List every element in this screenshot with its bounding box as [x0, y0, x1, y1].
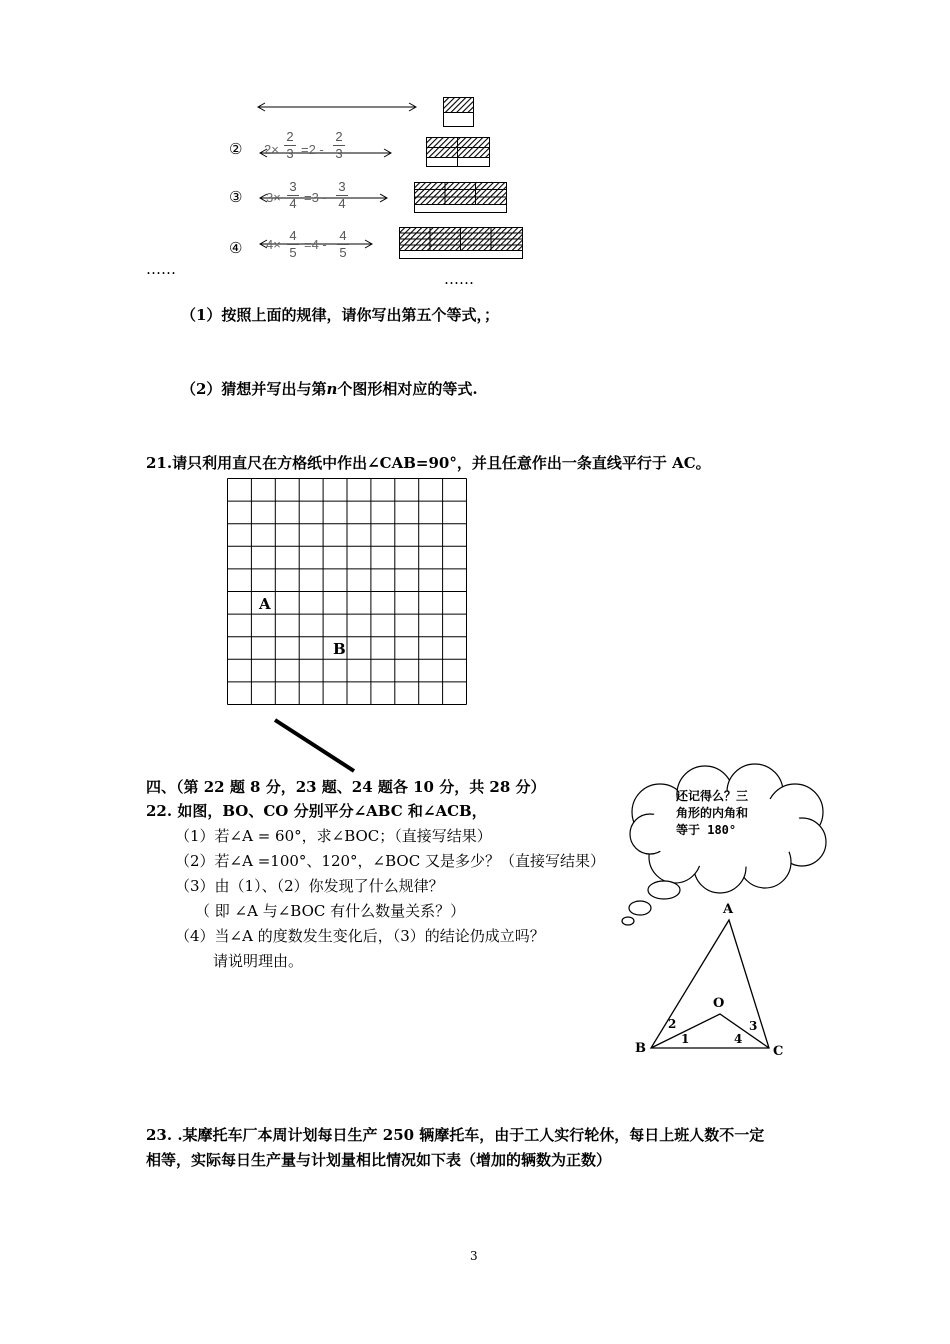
fraction-2b: 2 3 — [333, 130, 345, 161]
arrow-row-2 — [258, 146, 398, 160]
angle-4: 4 — [734, 1032, 743, 1046]
shaded-grid-3 — [414, 182, 508, 214]
q22-part4-note: 请说明理由。 — [213, 952, 304, 970]
fraction-4b: 4 5 — [337, 229, 349, 260]
row-marker-4: ④ — [229, 239, 243, 257]
vertex-o: O — [713, 996, 725, 1011]
angle-1: 1 — [681, 1032, 690, 1046]
page-number: 3 — [470, 1249, 478, 1263]
grid-label-a: A — [259, 595, 271, 613]
q22-part1: （1）若∠A = 60°，求∠BOC；（直接写结果） — [175, 827, 492, 845]
eq-rhs-4: =4 - — [304, 237, 327, 252]
eq-rhs-2: =2 - — [301, 142, 324, 157]
q22-title: 22. 如图，BO、CO 分别平分∠ABC 和∠ACB， — [146, 802, 487, 820]
q23-line2: 相等，实际每日生产量与计划量相比情况如下表（增加的辆数为正数） — [146, 1151, 612, 1169]
ruler-line — [270, 715, 365, 777]
row-marker-3: ③ — [229, 188, 243, 206]
square-grid[interactable] — [227, 478, 469, 708]
angle-2: 2 — [668, 1017, 677, 1031]
arrow-row-1 — [255, 100, 425, 114]
q21-text: 21.请只利用直尺在方格纸中作出∠CAB=90°，并且任意作出一条直线平行于 AC。 — [146, 454, 711, 472]
ellipsis-right: …… — [444, 270, 474, 288]
triangle-figure — [645, 910, 775, 1055]
vertex-c: C — [773, 1044, 784, 1059]
section4-header: 四、（第 22 题 8 分，23 题、24 题各 10 分，共 28 分） — [146, 778, 546, 796]
vertex-a: A — [723, 902, 734, 917]
shaded-grid-4 — [399, 227, 525, 261]
fraction-3b: 3 4 — [336, 180, 348, 211]
shaded-grid-2 — [426, 137, 492, 169]
vertex-b: B — [635, 1041, 646, 1056]
eq-factor-3: 3× — [266, 190, 281, 205]
eq-rhs-3: =3 - — [304, 190, 327, 205]
q22-part3-note: （ 即 ∠A 与∠BOC 有什么数量关系？） — [195, 902, 466, 920]
q22-part3: （3）由（1）、（2）你发现了什么规律？ — [175, 877, 444, 895]
fraction-4a: 4 5 — [287, 229, 299, 260]
q20-part2: （2）猜想并写出与第n个图形相对应的等式. — [181, 380, 478, 398]
q22-part2: （2）若∠A =100°、120°，∠BOC 又是多少？（直接写结果） — [175, 852, 605, 870]
q20-part1: （1）按照上面的规律，请你写出第五个等式，； — [181, 306, 499, 324]
angle-3: 3 — [749, 1019, 758, 1033]
q23-line1: 23. .某摩托车厂本周计划每日生产 250 辆摩托车，由于工人实行轮休，每日上班人数不一定 — [146, 1126, 765, 1144]
eq-factor-4: 4× — [266, 237, 281, 252]
cloud-text: 还记得么？三 角形的内角和 等于 180° — [676, 789, 749, 837]
grid-label-b: B — [333, 640, 346, 658]
shaded-grid-1 — [443, 97, 475, 129]
fraction-2a: 2 3 — [284, 130, 296, 161]
fraction-3a: 3 4 — [287, 180, 299, 211]
ellipsis-left: …… — [146, 260, 176, 278]
eq-factor-2: 2× — [264, 142, 279, 157]
row-marker-2: ② — [229, 140, 243, 158]
q22-part4: （4）当∠A 的度数发生变化后，（3）的结论仍成立吗？ — [175, 927, 545, 945]
